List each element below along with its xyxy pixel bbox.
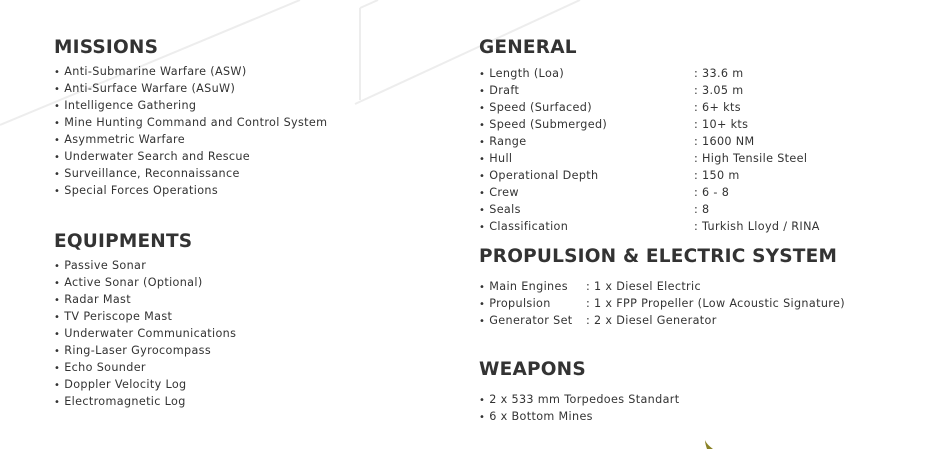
list-item: • Anti-Submarine Warfare (ASW) (54, 64, 327, 81)
list-item: • Underwater Search and Rescue (54, 149, 327, 166)
list-item: • Intelligence Gathering (54, 98, 327, 115)
list-item: • Asymmetric Warfare (54, 132, 327, 149)
list-item: • Ring-Laser Gyrocompass (54, 343, 236, 360)
propulsion-section (479, 246, 929, 330)
equipments-section (54, 231, 236, 411)
spec-label: Crew (489, 186, 519, 199)
weapons-title: WEAPONS (479, 359, 586, 380)
list-item: • Special Forces Operations (54, 183, 327, 200)
list-item: • Surveillance, Reconnaissance (54, 166, 327, 183)
spec-row (479, 279, 929, 296)
missions-title: MISSIONS (54, 37, 159, 58)
spec-label: Classification (489, 220, 569, 233)
spec-row (479, 100, 929, 117)
spec-value: : 6 - 8 (694, 186, 730, 199)
general-section (479, 37, 929, 236)
spec-value: : 1600 NM (694, 135, 755, 148)
list-item: • Mine Hunting Command and Control System (54, 115, 327, 132)
list-item: • Radar Mast (54, 292, 236, 309)
spec-label: Range (489, 135, 527, 148)
equipments-title: EQUIPMENTS (54, 231, 193, 252)
spec-row (479, 202, 929, 219)
propulsion-title: PROPULSION & ELECTRIC SYSTEM (479, 246, 838, 267)
spec-label: Seals (489, 203, 521, 216)
spec-value: : 1 x FPP Propeller (Low Acoustic Signature) (586, 297, 845, 310)
spec-row (479, 313, 929, 330)
spec-row (479, 168, 929, 185)
spec-label: Main Engines (489, 280, 568, 293)
list-item: • Anti-Surface Warfare (ASuW) (54, 81, 327, 98)
list-item: • Active Sonar (Optional) (54, 275, 236, 292)
general-spec-list (479, 66, 929, 236)
spec-label: Operational Depth (489, 169, 599, 182)
leaf-icon (703, 440, 717, 449)
spec-value: : 150 m (694, 169, 740, 182)
spec-value: : High Tensile Steel (694, 152, 808, 165)
equipments-list (54, 258, 236, 411)
spec-value: : 2 x Diesel Generator (586, 314, 717, 327)
spec-value: : 1 x Diesel Electric (586, 280, 701, 293)
list-item: • Underwater Communications (54, 326, 236, 343)
spec-label: Speed (Submerged) (489, 118, 608, 131)
spec-value: : 33.6 m (694, 67, 744, 80)
missions-list (54, 64, 327, 200)
general-title: GENERAL (479, 37, 577, 58)
spec-value: : Turkish Lloyd / RINA (694, 220, 820, 233)
list-item: • Echo Sounder (54, 360, 236, 377)
list-item: • Electromagnetic Log (54, 394, 236, 411)
spec-label: Propulsion (489, 297, 551, 310)
list-item: • TV Periscope Mast (54, 309, 236, 326)
spec-row (479, 134, 929, 151)
spec-label: Length (Loa) (489, 67, 565, 80)
spec-row (479, 185, 929, 202)
list-item: • Doppler Velocity Log (54, 377, 236, 394)
spec-value: : 6+ kts (694, 101, 741, 114)
spec-row (479, 219, 929, 236)
spec-row (479, 296, 929, 313)
weapons-section (479, 359, 929, 426)
list-item: • 2 x 533 mm Torpedoes Standart (479, 392, 929, 409)
spec-label: Generator Set (489, 314, 573, 327)
spec-row (479, 83, 929, 100)
spec-row (479, 66, 929, 83)
list-item: • Passive Sonar (54, 258, 236, 275)
weapons-list (479, 392, 929, 426)
missions-section (54, 37, 327, 200)
propulsion-spec-list (479, 279, 929, 330)
spec-label: Speed (Surfaced) (489, 101, 592, 114)
spec-value: : 3.05 m (694, 84, 744, 97)
list-item: • 6 x Bottom Mines (479, 409, 929, 426)
spec-value: : 10+ kts (694, 118, 749, 131)
spec-row (479, 117, 929, 134)
spec-label: Draft (489, 84, 520, 97)
spec-row (479, 151, 929, 168)
spec-label: Hull (489, 152, 513, 165)
spec-value: : 8 (694, 203, 710, 216)
